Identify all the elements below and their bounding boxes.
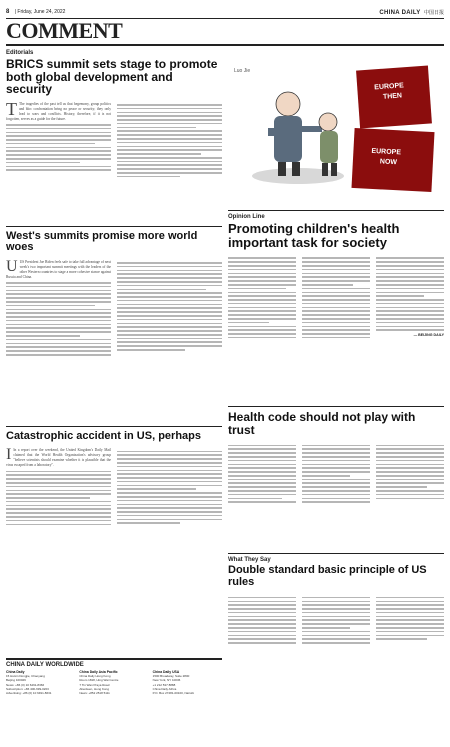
china-daily-worldwide <box>6 658 222 743</box>
editorial-lead: T The tragedies of the past tell us that hegemony, group politics and bloc confrontation bring no peace or security; they only lead to wars and conflicts. History, therefore, if it is not forgotten, serves as a guide for the future. <box>6 98 111 121</box>
svg-text:NOW: NOW <box>379 158 398 167</box>
editorial-col-2 <box>117 102 222 220</box>
footer-title: CHINA DAILY WORLDWIDE <box>6 662 84 668</box>
editorials <box>6 50 222 578</box>
opinion <box>228 210 444 681</box>
svg-text:EUROPE: EUROPE <box>374 82 405 92</box>
page-number: 8 <box>6 9 10 15</box>
editorial-headline-3: Catastrophic accident in US, perhaps <box>6 429 201 442</box>
editorial-headline-2: West's summits promise more world woes <box>6 229 198 254</box>
svg-text:EUROPE: EUROPE <box>371 147 402 157</box>
opinion-body <box>228 255 444 400</box>
header-rule <box>6 44 444 46</box>
footer-col-3: China Daily USA 1500 Broadway, Suite 2800 New York, NY 10036 +1 212 537 8888 China Daily Africa P.O. Box 27281-00100, Nairobi <box>152 670 194 696</box>
cartoon-illustration <box>228 58 444 206</box>
editorial-headline-1: BRICS summit sets stage to promote both global development and security <box>6 57 218 97</box>
editorial2-col-2 <box>117 260 222 420</box>
brand <box>379 9 444 16</box>
opinion-headline: Promoting children's health important task for society <box>228 221 400 250</box>
svg-text:Luo Jie: Luo Jie <box>234 68 251 74</box>
footer-columns <box>6 670 222 695</box>
editorial-body-1 <box>6 98 222 220</box>
date-line <box>6 9 65 15</box>
editorial-body-3 <box>6 448 222 578</box>
editorials-kicker: Editorials <box>6 50 34 56</box>
opinion-kicker-2: What They Say <box>228 557 271 564</box>
editorial-cartoon <box>228 58 444 206</box>
section-title: COMMENT <box>6 18 123 43</box>
editorial3-col-1: I In a report over the weekend, the United Kingdom's Daily Mail claimed that the World Health Organization's advisory group "believe scientists should examine whether it is plausible that the virus escaped from a laboratory". <box>6 448 111 578</box>
footer-col-1: China Daily 15 Huixin Dongjie, Chaoyang Beijing 100029 News: +86 (0) 10 6491-8366 Subscription: +86 400-699-0203 Advertising: +86 (0) 10 6491-8631 <box>6 670 52 696</box>
brand-name: CHINA DAILY <box>379 9 421 16</box>
issue-date: | Friday, June 24, 2022 <box>14 9 66 15</box>
footer-col-2: China Daily Asia Pacific China Daily Hong Kong Room 1818, Hing Wai Centre 7 Tin Wan Praya Road Aberdeen, Hong Kong News: +852 2518 5111 <box>79 670 119 696</box>
opinion-kicker: Opinion Line <box>228 214 265 220</box>
svg-text:THEN: THEN <box>382 92 403 101</box>
opinion-body-2 <box>228 442 444 547</box>
opinion-headline-2: Health code should not play with trust <box>228 410 416 437</box>
brand-cn: 中国日报 <box>423 9 444 16</box>
opinion-body-3 <box>228 595 444 681</box>
editorial-col-1 <box>6 98 111 220</box>
opinion-headline-3: Double standard basic principle of US rules <box>228 564 427 589</box>
opinion-signature: — BEIJING DAILY <box>413 333 444 338</box>
dropcap: T <box>6 98 17 119</box>
editorial-body-2 <box>6 257 222 420</box>
editorial2-col-1: U US President Joe Biden feels safe to take full advantage of next week's two important summit meetings with the leaders of the other Western countries to stage a more cohesive stance against Russia and China. <box>6 260 111 420</box>
editorial3-col-2 <box>117 448 222 578</box>
